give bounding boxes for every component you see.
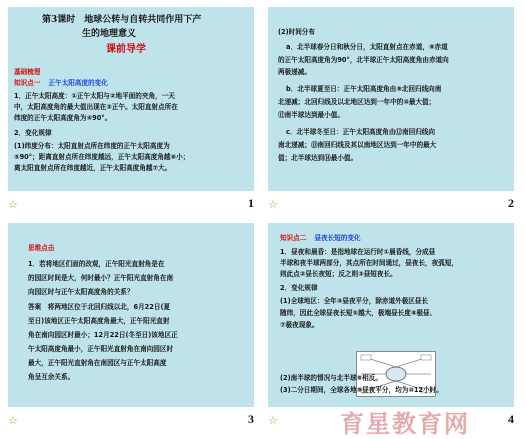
slide-3-line-7: 午太阳高度角最小，正午阳光直射角在南向园区时 bbox=[28, 345, 174, 353]
slide-3[interactable] bbox=[4, 220, 262, 431]
star-icon: ☆ bbox=[8, 198, 18, 211]
slide-3-footer bbox=[4, 410, 262, 431]
slide-4-point-label: 知识点二 bbox=[280, 234, 307, 242]
slide-4-line-4: 2．变化规律 bbox=[280, 284, 318, 292]
slide-3-heading: 思维点击 bbox=[28, 244, 55, 252]
slide-3-line-2: 的园区时间是大，何时最小？正午阳光直射角在南 bbox=[28, 274, 174, 282]
slide-4-point-heading bbox=[280, 233, 361, 244]
slide-3-line-3: 向园区时与正午太阳高度角的关系？ bbox=[28, 288, 134, 296]
slide-4-line-9: (3)二分日期间，全球各地⑨昼夜平分，均为⑩12小时。 bbox=[280, 386, 443, 394]
star-icon: ☆ bbox=[8, 414, 18, 427]
slide-2-line-4: 两极递减。 bbox=[278, 68, 311, 76]
slide-3-body bbox=[8, 223, 254, 407]
slide-4-line-6: 随纬，因此全球昼夜长短⑤越大，极端昼长度⑥极昼、 bbox=[280, 309, 437, 317]
slide-1-line-7: 离太阳直射点所在纬度越近，正午太阳高度角越⑦大。 bbox=[14, 164, 172, 172]
slide-1-line-3: 纬度的正午太阳高度角为④90°。 bbox=[14, 114, 112, 122]
slide-2-line-1: (2)时间分布 bbox=[278, 28, 315, 36]
slide-2-line-3: 的正午太阳高度角为90°，北半球正午太阳高度角由赤道向 bbox=[278, 56, 449, 64]
slide-3-line-8: 最大，正午阳光直射角在南园区与正午太阳高度 bbox=[28, 359, 167, 367]
slide-1-line-5: (1)纬度分布：太阳直射点所在纬度的正午太阳高度为 bbox=[14, 142, 170, 150]
slide-4-page-number: 4 bbox=[508, 412, 514, 426]
slide-3-line-5: 至日)该地区正午太阳高度角最大，正午阳光直射 bbox=[28, 317, 170, 325]
slide-4-line-3: 则此点②昼长夜短；反之则③昼短夜长。 bbox=[280, 270, 397, 278]
slide-2-footer bbox=[264, 194, 522, 215]
slide-3-line-9: 角呈互余关系。 bbox=[28, 373, 75, 381]
slide-1-title-line2: 生的地理意义 bbox=[82, 29, 137, 39]
slide-2-line-7: ⑪南半球达到最小值。 bbox=[278, 111, 344, 119]
slide-4-line-5: (1)全球地区：全年④昼夜平分，除赤道外极区昼长 bbox=[280, 297, 429, 305]
slide-2-line-5: b．北半球夏至日：正午太阳高度角由⑨北回归线向南 bbox=[286, 85, 442, 93]
slide-3-line-4: 答案 将两地区位于北回归线以北，6月22日(夏 bbox=[28, 303, 171, 311]
slide-2[interactable] bbox=[264, 4, 522, 215]
slide-2-line-8: c．北半球冬至日：正午太阳高度角由⑫南回归线向 bbox=[286, 128, 435, 136]
slide-4-point-text: 昼夜长短的变化 bbox=[314, 234, 361, 242]
slide-1-title-line1: 第3课时 地球公转与自转共同作用下产 bbox=[42, 15, 202, 25]
slide-2-page-number: 2 bbox=[508, 196, 514, 210]
slide-2-line-9: 南北递减；⑬南回归线及其以南地区达到一年中的最大 bbox=[278, 141, 437, 149]
slide-1-section: 基础梳理 bbox=[14, 68, 41, 76]
slide-4[interactable] bbox=[264, 220, 522, 431]
slide-1[interactable] bbox=[4, 4, 262, 215]
slide-1-line-1: 1．正午太阳高度：①正午太阳与②地平面的夹角，一天 bbox=[14, 92, 175, 100]
slide-1-body bbox=[8, 7, 254, 191]
slide-1-point-label: 知识点一 bbox=[14, 79, 41, 87]
slide-4-line-8: (2)南半球的情况与北半球⑧相反。 bbox=[280, 374, 382, 382]
slide-1-subtitle: 课前导学 bbox=[106, 44, 146, 55]
slide-1-page-number: 1 bbox=[248, 196, 254, 210]
slide-2-line-6: 北递减；北回归线及以北地区达到一年中的⑩最大值； bbox=[278, 98, 436, 106]
slide-4-line-1: 1．昼夜和晨昏：是指地球在运行时①晨昏线，分成昼 bbox=[280, 248, 436, 256]
slide-3-line-1: 1．若将地区们面的改观，正午阳光直射角是在 bbox=[28, 260, 165, 268]
slide-1-line-2: 中，太阳高度角的最大值出现在③正午。太阳直射点所在 bbox=[14, 103, 178, 111]
slide-3-page-number: 3 bbox=[248, 412, 254, 426]
slide-3-line-6: 角在南向园区时最小；12月22日(冬至日)该地区正 bbox=[28, 331, 178, 339]
slide-1-point-text: 正午太阳高度的变化 bbox=[48, 79, 108, 87]
slide-1-line-6: ⑤90°；距离直射点所在纬度越远，正午太阳高度角越⑥小； bbox=[14, 153, 190, 161]
slide-4-line-7: ⑦极夜现象。 bbox=[280, 321, 319, 329]
slide-1-footer bbox=[4, 194, 262, 215]
star-icon: ☆ bbox=[268, 414, 278, 427]
slide-4-body bbox=[268, 223, 514, 407]
star-icon: ☆ bbox=[268, 198, 278, 211]
slide-2-body bbox=[268, 7, 514, 191]
slide-2-line-10: 值；北半球达到⑭最小值。 bbox=[278, 154, 358, 162]
slide-1-point-heading bbox=[14, 78, 108, 89]
slide-4-line-2: 半球和夜半球两部分，其点所在时间通过，昼夜长，夜弧短， bbox=[280, 259, 459, 267]
watermark-logo: 育星教育网 bbox=[340, 410, 470, 438]
slide-2-line-2: a．北半球春分日和秋分日，太阳直射点在赤道，⑧赤道 bbox=[286, 43, 448, 51]
slide-1-line-4: 2．变化规律 bbox=[14, 129, 52, 137]
